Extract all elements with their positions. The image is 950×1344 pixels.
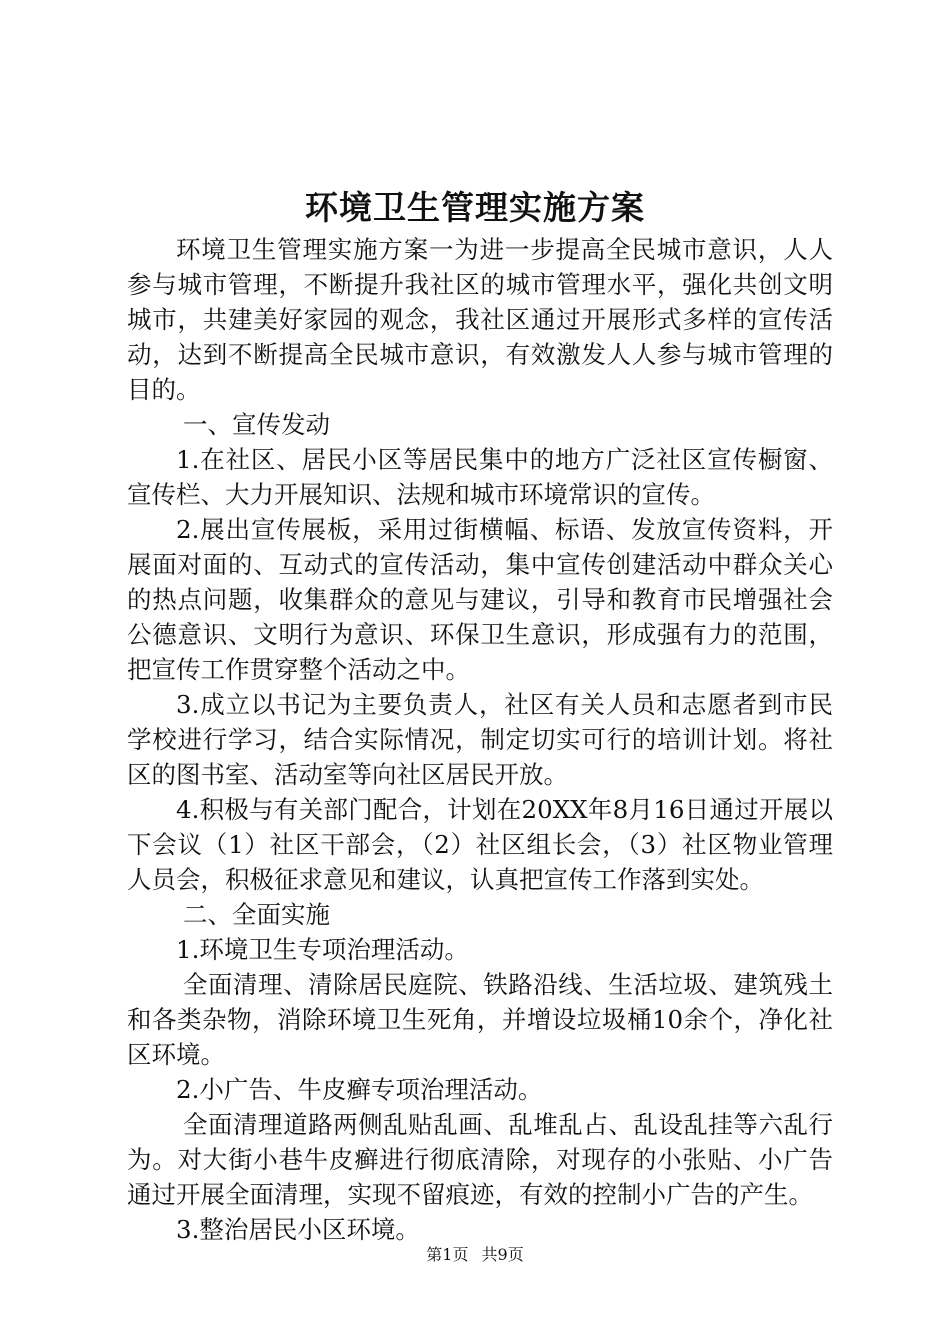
implementation-item-2-detail: 全面清理道路两侧乱贴乱画、乱堆乱占、乱设乱挂等六乱行为。对大街小巷牛皮癣进行彻底清除，对现存的小张贴、小广告通过开展全面清理，实现不留痕迹，有效的控制小广告的产生。 [127,1110,833,1209]
publicity-item-1: 1.在社区、居民小区等居民集中的地方广泛社区宣传橱窗、宣传栏、大力开展知识、法规和城市环境常识的宣传。 [127,445,833,509]
page-total: 共9页 [481,1245,524,1264]
section-heading-publicity: 一、宣传发动 [183,410,330,439]
publicity-item-2: 2.展出宣传展板，采用过街横幅、标语、发放宣传资料，开展面对面的、互动式的宣传活动，集中宣传创建活动中群众关心的热点问题，收集群众的意见与建议，引导和教育市民增强社会公德意识、文明行为意识、环保卫生意识，形成强有力的范围，把宣传工作贯穿整个活动之中。 [127,515,833,684]
publicity-item-4: 4.积极与有关部门配合，计划在20XX年8月16日通过开展以下会议（1）社区干部会，（2）社区组长会，（3）社区物业管理人员会，积极征求意见和建议，认真把宣传工作落到实处。 [127,795,833,894]
document-title: 环境卫生管理实施方案 [305,188,645,227]
intro-paragraph: 环境卫生管理实施方案一为进一步提高全民城市意识，人人参与城市管理，不断提升我社区的城市管理水平，强化共创文明城市，共建美好家园的观念，我社区通过开展形式多样的宣传活动，达到不断提高全民城市意识，有效激发人人参与城市管理的目的。 [127,235,833,404]
implementation-item-3: 3.整治居民小区环境。 [176,1215,420,1244]
implementation-item-1: 1.环境卫生专项治理活动。 [176,935,469,964]
page-number: 第1页 [426,1245,469,1264]
document-body [127,232,833,1247]
section-heading-implementation: 二、全面实施 [183,900,330,929]
page-footer [0,1243,950,1267]
publicity-item-3: 3.成立以书记为主要负责人，社区有关人员和志愿者到市民学校进行学习，结合实际情况，制定切实可行的培训计划。将社区的图书室、活动室等向社区居民开放。 [127,690,833,789]
implementation-item-2: 2.小广告、牛皮癣专项治理活动。 [176,1075,543,1104]
implementation-item-1-detail: 全面清理、清除居民庭院、铁路沿线、生活垃圾、建筑残土和各类杂物，消除环境卫生死角，并增设垃圾桶10余个，净化社区环境。 [127,970,833,1069]
